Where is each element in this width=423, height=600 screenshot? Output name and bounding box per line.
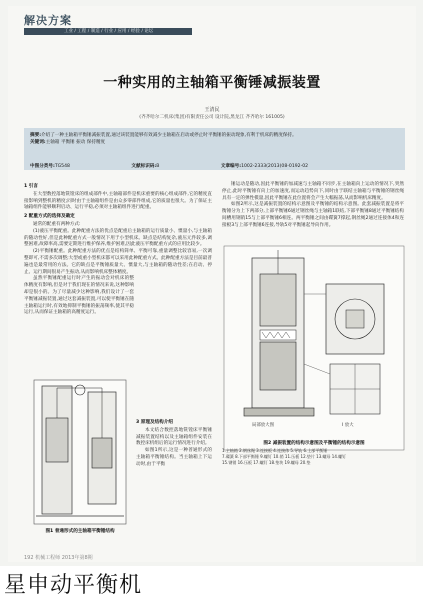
paragraph: (1)液压平衡配重。此种配重方法的优点是配重后主轴箱的运行质量小、惯量小,与主轴箱的随动性好,但是此种配重方式一般情况下用于小型机床。缺点是结构复杂,液压元件较多,调整困难,故障率高,需要定期进行维护保养,维护困难,因此液压平衡配重方式的应用比较少。 [24,228,212,248]
article-title: 一种实用的主轴箱平衡锤减振装置 [103,75,321,91]
figure-2-caption: 图2 减振装置的结构示意图及平衡锤的结构示意图 [263,441,365,446]
left-column [24,182,212,317]
scanned-paper-page [8,6,416,562]
legend-line: 7.碟簧 8.下部平衡锤 9.螺钉 10.销 11.压板 12.垫片 13.螺母 14.螺钉 [222,454,347,459]
classification-row [30,163,400,169]
legend-line: 1.主轴箱 2.钢丝绳 3.连接板 4.连接体 5.导轨 6.上部平衡锤 [222,448,328,453]
figure-1-caption: 图1 普通形式的主轴箱平衡锤结构 [45,529,115,534]
figure-2-label-partial: 局部放大图 [252,423,274,428]
keywords-value: 主轴箱 平衡锤 振动 保持精度 [45,140,106,145]
header-keywords: 工业 / 工程 / 制造 / 行业 / 应用 / 经验 / 论坛 [64,29,154,34]
right-column [222,182,404,230]
section-heading: 2 配重方式的选择及确定 [24,214,75,220]
paragraph: 通常的配重有两种方式: [33,221,81,227]
paragraph: 如图1所示,这是一种普通形式的主轴箱平衡锤结构。当主轴箱上下运动时,由于平衡 [136,448,212,467]
figure-1-drawing [30,378,130,526]
figure-2-drawing [222,244,406,452]
keywords-label: 关键词: [30,140,46,145]
legend-line: 15.钢销 16.压板 17.螺钉 18.垫块 19.螺母 20.垫 [222,460,311,465]
paragraph: 锤运动是随动,因此平衡锤的加减速与主轴箱不同步,在主轴箱向上运动的情况下,突然停止,此时平衡锤有向上的加速度,而运动趋势向下,同时由于联结主轴箱与平衡锤的钢丝绳具有一定的弹性模量,因此平衡锤在此位置将会产生大幅振荡,从而影响机床精度。 [222,182,404,201]
abstract-label: 摘要: [30,133,42,138]
figure-2-label-detail: I 放大 [342,423,354,428]
paragraph: 如图2所示,这是减振装置的结构示意图及平衡锤的结构示意图。此套减振装置是将平衡锤分为上下两部分,上部平衡锤6通过钢丝绳与主轴箱1联结,下部平衡锤8通过平衡锤结构间槽用钢销15与上部平衡锤6相连。两平衡锤之间由碟簧7撑起,钢丝绳2通过连接体4和连接板3与上部平衡锤6连接,导轨5对平衡锤起导向作用。 [222,202,404,228]
article-id-field: 文章编号:1002-2333(2013)08-0192-02 [220,164,309,169]
section-3-text [136,418,212,469]
article-authors: 王清民 [204,107,220,113]
clc-field: 中图分类号:TG548 [30,164,70,169]
paragraph: (2)平衡锤配重。此种配重方法的优点是结构简单、平衡可靠,重量调整比较容易,一次调整即可,不需多次调整;大型或重小型机床都可以采用此种配重方式。此种配重方法是目前最普遍也是最常用的方法。它的缺点是平衡锤质量大、惯量大,与主轴箱的随动性差;在启动、停止、运行期间很易产生振动,从而影响机床整体精度。 [24,249,212,275]
image-caption: 星申动平衡机 [4,573,143,598]
section-heading: 3 原理及结构介绍 [136,420,173,425]
section-heading: 1 引言 [24,184,38,189]
column-tag: 解决方案 [24,14,72,27]
article-affiliation: (齐齐哈尔二机床(集团)有限责任公司 设计院,黑龙江 齐齐哈尔 161005) [139,115,285,120]
paragraph: 虽然平衡锤配重运行时产生的振动会对机床的整体精度有影响,但是对于我们现在的情况来说,这种影响却是很小的。为了尽量减少这种影响,我们设计了一套平衡锤减振装置,通过这套减振装置,可以使平衡锤在随主轴箱运行时,有效地抑制平衡锤的振荡频率,使其平稳运行,从而保证主轴箱的高精度运行。 [24,276,134,316]
page-footer: 192 机械工程师 2013年第8期 [24,555,93,561]
paragraph: 本文结合数控落地铣镗床平衡锤减振装置结构以及主轴箱组件安装在数控床机组后的运行情况进行介绍。 [136,427,212,447]
abstract-text [30,132,399,139]
figure-2 [222,244,406,465]
figure-2-legend [222,448,406,466]
paragraph: 在大型数控落地铣镗床的组成部件中,主轴箱部件是机床重要的核心组成部件,它的精度直接影响到整机的精度;同时由于主轴箱组件是由众多零部件组成,它的质量也很大。为了保证主轴箱组件能够顺利启动、运行平稳,必须对主轴箱组件进行配重。 [24,191,212,211]
keywords-line [30,139,399,146]
abstract-body: 介绍了一种主轴箱平衡锤减振装置,通过该装置能够有效减少主轴箱在启动或停止时平衡锤的振动现象,有利于机床的精度保持。 [41,133,297,138]
figure-1 [30,378,130,534]
doc-code-field: 文献标识码:B [131,164,160,169]
